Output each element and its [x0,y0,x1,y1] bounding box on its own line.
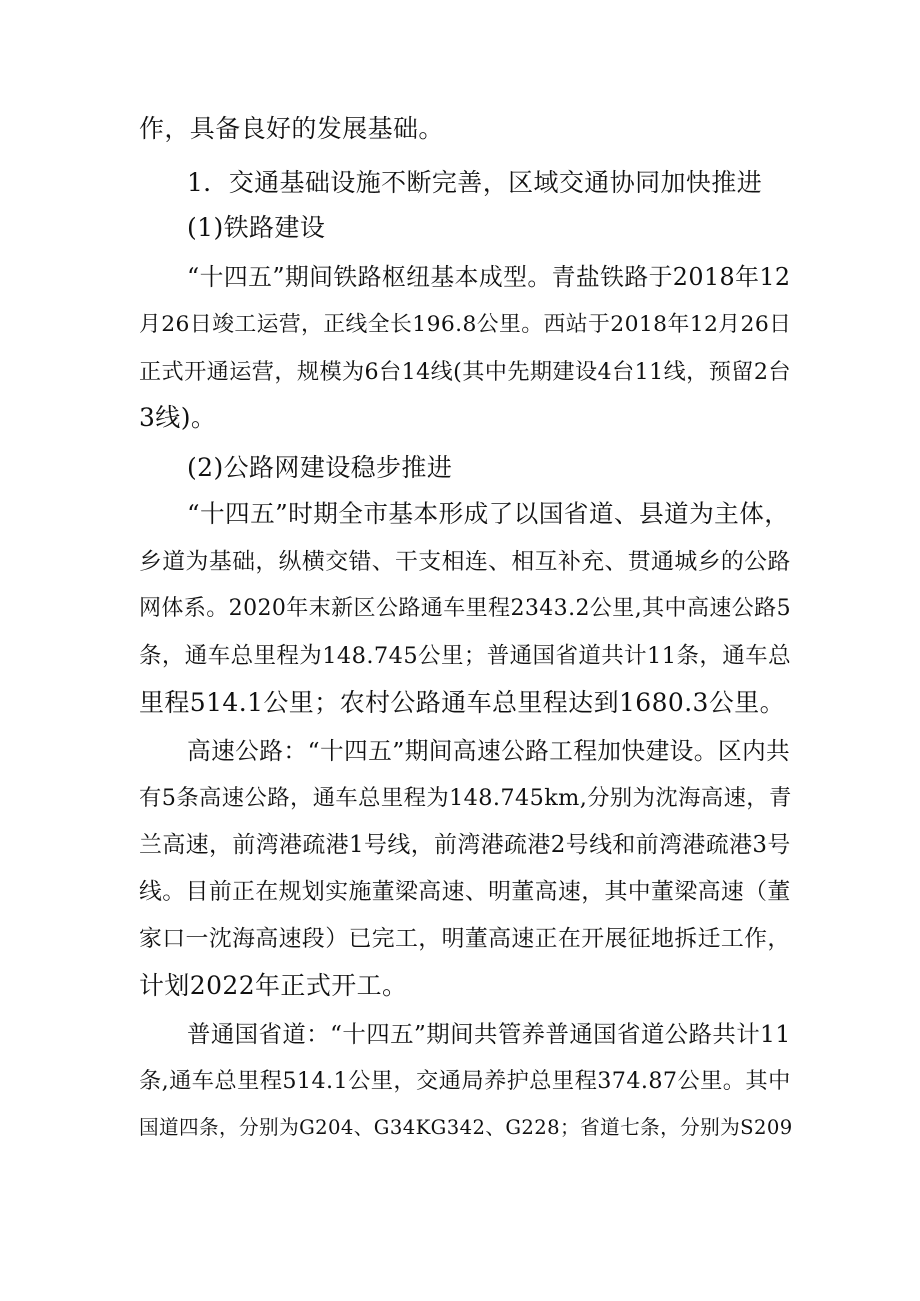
paragraph-line: 有5条高速公路，通车总里程为148.745km,分别为沈海高速，青 [139,785,792,811]
paragraph-line: 作，具备良好的发展基础。 [139,114,444,143]
paragraph-line: 家口一沈海高速段）已完工，明董高速正在开展征地拆迁工作， [139,926,791,952]
section-heading: 1．交通基础设施不断完善，区域交通协同加快推进 [187,168,763,197]
paragraph-line: 3线)。 [139,403,217,432]
paragraph-line: 国道四条，分别为G204、G34KG342、G228；省道七条，分别为S209 [139,1116,793,1139]
paragraph-line: 网体系。2020年末新区公路通车里程2343.2公里,其中高速公路5 [139,596,792,621]
paragraph-line: 条，通车总里程为148.745公里；普通国省道共计11条，通车总 [139,643,791,669]
subsection-heading: (1)铁路建设 [187,213,326,242]
subsection-heading: (2)公路网建设稳步推进 [187,453,453,482]
paragraph-line: 兰高速，前湾港疏港1号线，前湾港疏港2号线和前湾港疏港3号 [139,832,791,858]
paragraph-line: 正式开通运营，规模为6台14线(其中先期建设4台11线，预留2台 [139,359,791,385]
paragraph-line: 里程514.1公里；农村公路通车总里程达到1680.3公里。 [139,688,786,717]
paragraph-line: 线。目前正在规划实施董梁高速、明董高速，其中董梁高速（董 [139,879,791,905]
paragraph-line: 计划2022年正式开工。 [139,971,408,1000]
paragraph-line: 乡道为基础，纵横交错、干支相连、相互补充、贯通城乡的公路 [139,549,791,575]
paragraph-line: “十四五”时期全市基本形成了以国省道、县道为主体， [187,499,790,528]
paragraph-line: 高速公路：“十四五”期间高速公路工程加快建设。区内共 [187,737,791,765]
paragraph-line: “十四五”期间铁路枢纽基本成型。青盐铁路于2018年12 [187,263,791,291]
paragraph-line: 条,通车总里程514.1公里，交通局养护总里程374.87公里。其中 [139,1068,791,1094]
paragraph-line: 月26日竣工运营，正线全长196.8公里。西站于2018年12月26日 [139,312,792,337]
paragraph-line: 普通国省道：“十四五”期间共管养普通国省道公路共计11 [187,1020,791,1048]
